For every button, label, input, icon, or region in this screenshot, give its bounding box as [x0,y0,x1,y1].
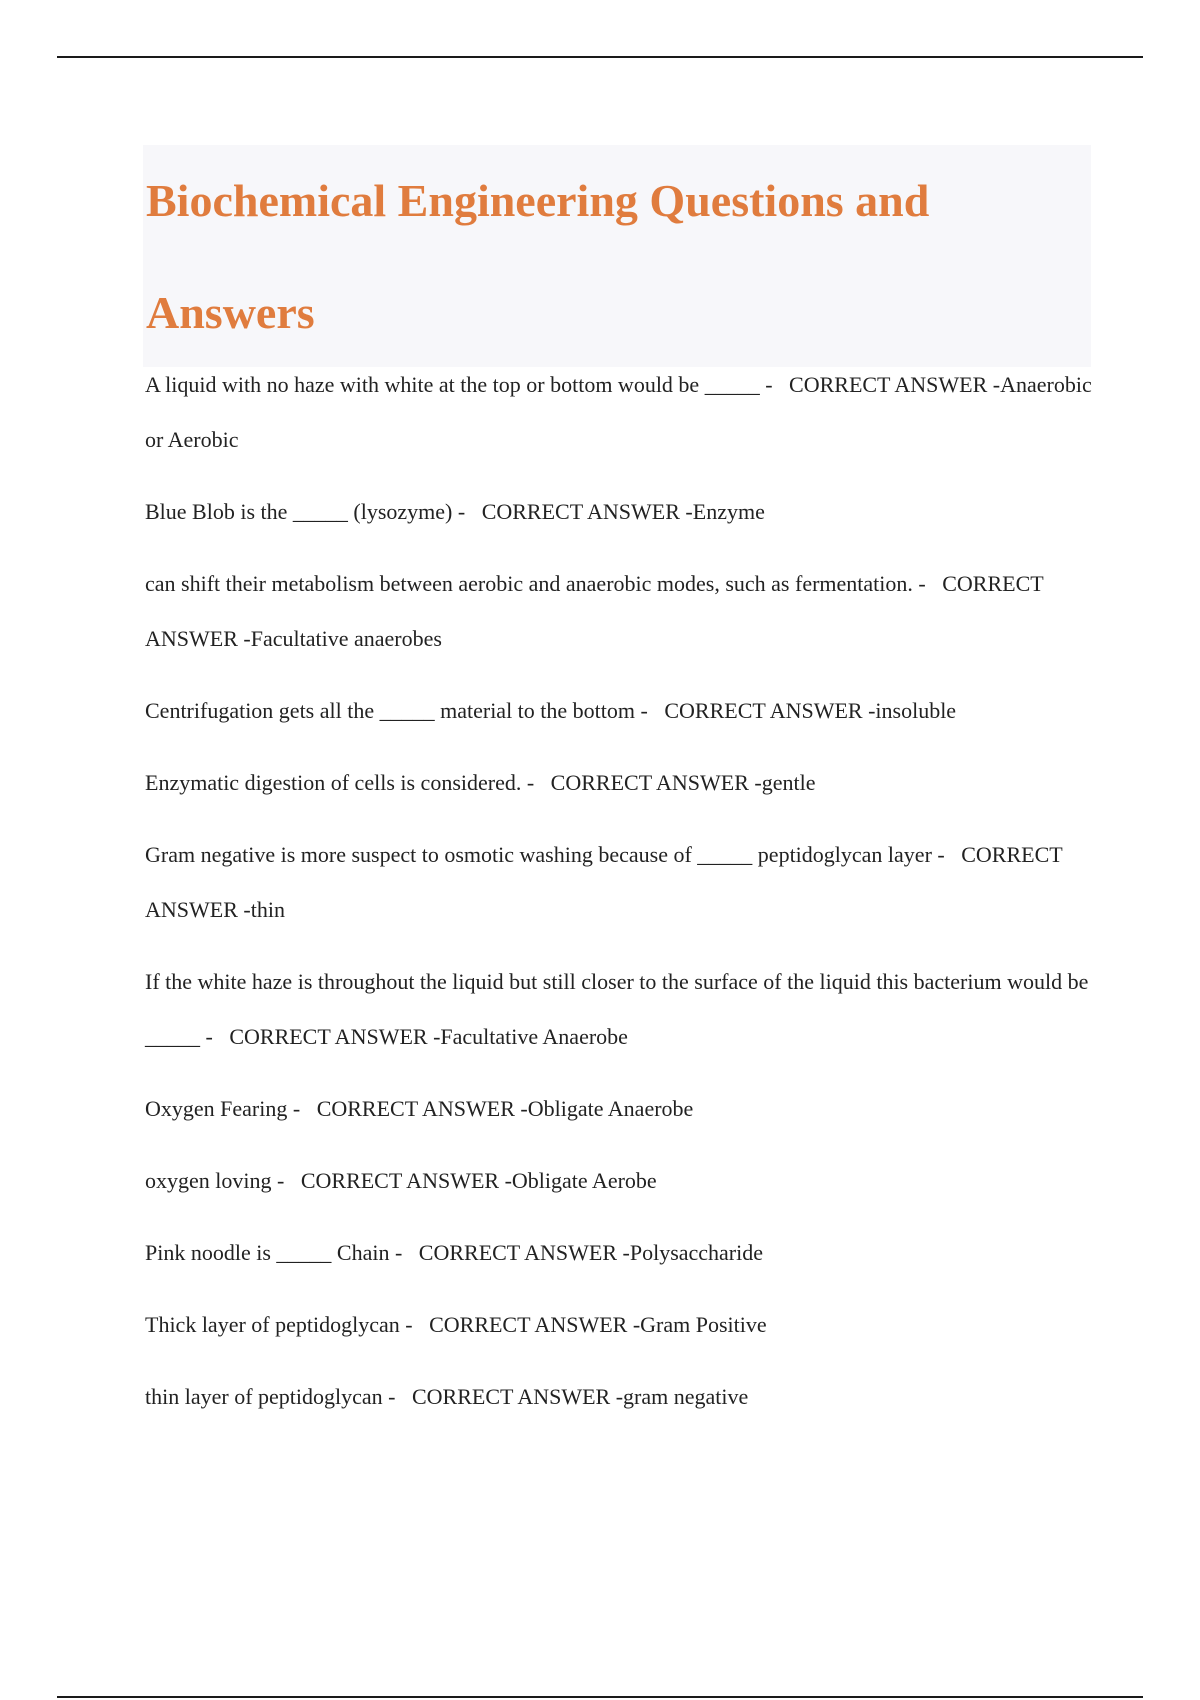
qa-item [145,954,1095,1064]
title-banner [143,145,1091,367]
question-text: Oxygen Fearing - [145,1096,301,1121]
qa-item [145,827,1095,937]
answer-prefix: CORRECT ANSWER - [429,1312,641,1337]
answer-prefix: CORRECT ANSWER - [550,770,762,795]
answer-prefix: CORRECT ANSWER - [316,1096,528,1121]
qa-item [145,556,1095,666]
answer-prefix: CORRECT ANSWER - [229,1024,441,1049]
answer-prefix: CORRECT ANSWER - [145,842,1063,922]
answer-text: gram negative [623,1384,749,1409]
question-text: If the white haze is throughout the liquid but still closer to the surface of the liquid this bacterium would be _____ - [145,969,1089,1049]
answer-prefix: CORRECT ANSWER - [411,1384,624,1409]
answer-text: Obligate Aerobe [511,1168,657,1193]
question-text: Thick layer of peptidoglycan - [145,1312,413,1337]
page-bottom-rule [57,1696,1143,1698]
answer-prefix: CORRECT ANSWER - [481,499,693,524]
answer-text: Facultative Anaerobe [440,1024,628,1049]
answer-text: Polysaccharide [629,1240,764,1265]
question-text: Gram negative is more suspect to osmotic washing because of _____ peptidoglycan layer - [145,842,945,867]
qa-item [145,1081,1095,1136]
qa-item [145,683,1095,738]
answer-text: Obligate Anaerobe [527,1096,694,1121]
answer-text: thin [250,897,285,922]
qa-item [145,1369,1095,1424]
qa-item [145,755,1095,810]
answer-text: Anaerobic or Aerobic [145,372,1092,452]
answer-text: Enzyme [692,499,765,524]
answer-prefix: CORRECT ANSWER - [664,698,876,723]
page-top-rule [57,56,1143,58]
answer-text: gentle [761,770,816,795]
qa-list [145,357,1095,1441]
answer-prefix: CORRECT ANSWER - [789,372,1001,397]
question-text: Blue Blob is the _____ (lysozyme) - [145,499,466,524]
question-text: can shift their metabolism between aerobic and anaerobic modes, such as fermentation. - [145,571,926,596]
answer-text: insoluble [875,698,957,723]
answer-text: Facultative anaerobes [250,626,442,651]
question-text: oxygen loving - [145,1168,285,1193]
qa-item [145,357,1095,467]
answer-text: Gram Positive [640,1312,767,1337]
question-text: Pink noodle is _____ Chain - [145,1240,403,1265]
question-text: Centrifugation gets all the _____ material to the bottom - [145,698,648,723]
question-text: thin layer of peptidoglycan - [145,1384,396,1409]
qa-item [145,1297,1095,1352]
qa-item [145,1153,1095,1208]
question-text: Enzymatic digestion of cells is considered. - [145,770,535,795]
answer-prefix: CORRECT ANSWER - [418,1240,630,1265]
qa-item [145,1225,1095,1280]
question-text: A liquid with no haze with white at the top or bottom would be _____ - [145,372,773,397]
page-title: Biochemical Engineering Questions and Answers [146,175,930,338]
answer-prefix: CORRECT ANSWER - [145,571,1044,651]
answer-prefix: CORRECT ANSWER - [300,1168,512,1193]
qa-item [145,484,1095,539]
